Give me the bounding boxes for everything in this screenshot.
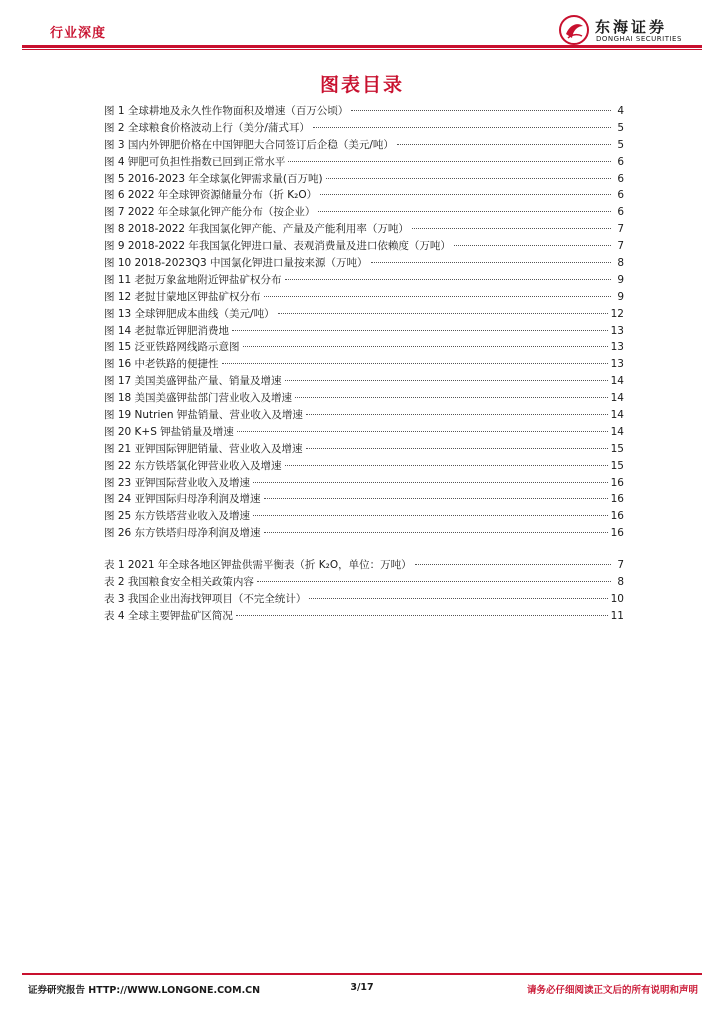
toc-entry-label: 表 2 我国粮食安全相关政策内容 <box>104 576 254 589</box>
dot-leader <box>278 313 608 314</box>
toc-entry[interactable] <box>104 238 624 255</box>
toc-entry-label: 图 18 美国美盛钾盐部门营业收入及增速 <box>104 392 293 405</box>
toc-entry[interactable] <box>104 608 624 625</box>
toc-entry-label: 图 7 2022 年全球氯化钾产能分布（按企业） <box>104 206 316 219</box>
toc-entry[interactable] <box>104 204 624 221</box>
toc-entry-label: 图 9 2018-2022 年我国氯化钾进口量、表观消费量及进口依赖度（万吨） <box>104 240 451 253</box>
toc-entry-label: 图 25 东方铁塔营业收入及增速 <box>104 510 251 523</box>
toc-entry[interactable] <box>104 458 624 475</box>
toc-entry-page: 16 <box>610 510 624 523</box>
toc-entry-label: 图 12 老挝甘蒙地区钾盐矿权分布 <box>104 290 261 303</box>
toc-entry-label: 图 19 Nutrien 钾盐销量、营业收入及增速 <box>104 409 303 422</box>
toc-entry-label: 图 20 K+S 钾盐销量及增速 <box>104 425 234 438</box>
toc-entry-page: 12 <box>610 307 624 320</box>
toc-entry[interactable] <box>104 557 624 574</box>
toc-entry-page: 8 <box>617 257 624 270</box>
dot-leader <box>264 498 608 499</box>
dot-leader <box>351 110 611 111</box>
toc-entry[interactable] <box>104 255 624 272</box>
toc-entry[interactable] <box>104 373 624 390</box>
toc-entry-label: 图 11 老挝万象盆地附近钾盐矿权分布 <box>104 273 282 286</box>
dot-leader <box>237 431 608 432</box>
dot-leader <box>232 330 608 331</box>
toc-entry[interactable] <box>104 306 624 323</box>
toc-entry-label: 图 8 2018-2022 年我国氯化钾产能、产量及产能利用率（万吨） <box>104 223 409 236</box>
toc-entry-label: 图 13 全球钾肥成本曲线（美元/吨） <box>104 307 275 320</box>
toc-entry-page: 14 <box>610 392 624 405</box>
dot-leader <box>253 515 608 516</box>
dot-leader <box>313 127 611 128</box>
toc-entry-label: 表 1 2021 年全球各地区钾盐供需平衡表（折 K₂O，单位：万吨） <box>104 559 412 572</box>
dot-leader <box>243 346 608 347</box>
toc-entry-page: 7 <box>617 240 624 253</box>
toc-entry-page: 6 <box>617 206 624 219</box>
toc-entry[interactable] <box>104 339 624 356</box>
toc-entry-page: 6 <box>617 189 624 202</box>
toc-entry[interactable] <box>104 356 624 373</box>
toc-entry-page: 13 <box>610 358 624 371</box>
dot-leader <box>285 465 608 466</box>
toc-entry[interactable] <box>104 289 624 306</box>
toc-entry-label: 图 17 美国美盛钾盐产量、销量及增速 <box>104 375 282 388</box>
dot-leader <box>306 448 608 449</box>
toc-entry[interactable] <box>104 390 624 407</box>
toc-entry-page: 7 <box>617 223 624 236</box>
dot-leader <box>264 296 611 297</box>
toc-entry-label: 图 4 钾肥可负担性指数已回到正常水平 <box>104 155 286 168</box>
toc-entry-page: 15 <box>610 459 624 472</box>
dot-leader <box>285 279 611 280</box>
toc-entry-label: 图 26 东方铁塔归母净利润及增速 <box>104 527 261 540</box>
toc-entry-page: 16 <box>610 493 624 506</box>
dot-leader <box>285 380 608 381</box>
toc-entry-label: 图 1 全球耕地及永久性作物面积及增速（百万公顷） <box>104 105 349 117</box>
table-list <box>104 557 624 625</box>
toc-entry-page: 5 <box>617 121 624 134</box>
toc-entry-page: 15 <box>610 442 624 455</box>
dot-leader <box>222 363 608 364</box>
toc-entry-label: 图 22 东方铁塔氯化钾营业收入及增速 <box>104 459 282 472</box>
logo-text-en: DONGHAI SECURITIES <box>596 35 682 43</box>
dot-leader <box>309 598 607 599</box>
toc-entry-label: 图 14 老挝靠近钾肥消费地 <box>104 324 230 337</box>
toc-entry[interactable] <box>104 103 624 120</box>
toc-entry-page: 4 <box>617 105 624 117</box>
page-header <box>0 0 724 60</box>
footer-rule <box>22 973 702 975</box>
toc-entry[interactable] <box>104 475 624 492</box>
toc-entry-label: 图 2 全球粮食价格波动上行（美分/蒲式耳） <box>104 121 310 134</box>
toc-entry-page: 9 <box>617 273 624 286</box>
toc-entry[interactable] <box>104 574 624 591</box>
toc-entry-label: 图 15 泛亚铁路网线路示意图 <box>104 341 240 354</box>
toc-entry-label: 图 10 2018-2023Q3 中国氯化钾进口量按来源（万吨） <box>104 257 368 270</box>
toc-entry[interactable] <box>104 508 624 525</box>
dot-leader <box>454 245 611 246</box>
dot-leader <box>236 615 608 616</box>
toc-entry[interactable] <box>104 120 624 137</box>
toc-entry-page: 14 <box>610 425 624 438</box>
toc-entry-page: 8 <box>617 576 624 589</box>
toc-entry-page: 6 <box>617 155 624 168</box>
dot-leader <box>288 161 611 162</box>
logo-text-cn: 东海证券 <box>595 18 668 36</box>
page-number: 3/17 <box>350 982 374 993</box>
dot-leader <box>320 194 611 195</box>
toc-entry-page: 13 <box>610 341 624 354</box>
toc-entry-page: 10 <box>610 592 624 605</box>
toc-entry-page: 14 <box>610 375 624 388</box>
toc-entry-label: 图 6 2022 年全球钾资源储量分布（折 K₂O） <box>104 189 318 202</box>
toc-entry[interactable] <box>104 221 624 238</box>
toc-entry-label: 图 5 2016-2023 年全球氯化钾需求量(百万吨) <box>104 172 323 185</box>
toc-entry[interactable] <box>104 591 624 608</box>
company-logo <box>558 14 708 46</box>
toc-entry[interactable] <box>104 323 624 340</box>
toc-entry-page: 9 <box>617 290 624 303</box>
toc-entry[interactable] <box>104 154 624 171</box>
toc-entry[interactable] <box>104 171 624 188</box>
toc-entry-page: 6 <box>617 172 624 185</box>
toc-entry[interactable] <box>104 424 624 441</box>
dot-leader <box>397 144 611 145</box>
toc-entry[interactable] <box>104 272 624 289</box>
section-tag: 行业深度 <box>50 26 107 41</box>
dot-leader <box>371 262 611 263</box>
toc-entry-page: 14 <box>610 409 624 422</box>
toc-entry-label: 图 16 中老铁路的便捷性 <box>104 358 219 371</box>
dot-leader <box>415 564 611 565</box>
toc-entry-page: 16 <box>610 476 624 489</box>
disclaimer-notice: 请务必仔细阅读正文后的所有说明和声明 <box>526 985 698 996</box>
dot-leader <box>257 581 611 582</box>
dot-leader <box>264 532 608 533</box>
list-spacer <box>104 542 624 557</box>
toc-entry[interactable] <box>104 525 624 542</box>
dot-leader <box>318 211 611 212</box>
toc-entry[interactable] <box>104 137 624 154</box>
footer-source: 证券研究报告 HTTP://WWW.LONGONE.COM.CN <box>28 985 261 996</box>
toc-entry-page: 5 <box>617 138 624 151</box>
toc-entry[interactable] <box>104 187 624 204</box>
toc-entry-page: 7 <box>617 559 624 572</box>
toc-entry[interactable] <box>104 491 624 508</box>
page-title: 图表目录 <box>319 74 404 96</box>
logo-mark-icon <box>558 14 590 46</box>
dot-leader <box>412 228 611 229</box>
toc-entry-label: 表 4 全球主要钾盐矿区简况 <box>104 609 233 622</box>
toc-entry-label: 图 24 亚钾国际归母净利润及增速 <box>104 493 261 506</box>
header-rule-thin <box>22 49 702 50</box>
dot-leader <box>326 178 611 179</box>
toc-entry-label: 表 3 我国企业出海找钾项目（不完全统计） <box>104 592 307 605</box>
toc-entry-label: 图 3 国内外钾肥价格在中国钾肥大合同签订后企稳（美元/吨） <box>104 138 394 151</box>
dot-leader <box>253 482 608 483</box>
toc-entry-page: 16 <box>610 527 624 540</box>
dot-leader <box>306 414 608 415</box>
table-of-contents <box>104 103 624 625</box>
toc-entry-page: 13 <box>610 324 624 337</box>
dot-leader <box>295 397 608 398</box>
figure-list <box>104 103 624 542</box>
toc-entry-label: 图 21 亚钾国际钾肥销量、营业收入及增速 <box>104 442 303 455</box>
toc-entry-page: 11 <box>610 609 624 622</box>
toc-entry[interactable] <box>104 441 624 458</box>
toc-entry[interactable] <box>104 407 624 424</box>
toc-entry-label: 图 23 亚钾国际营业收入及增速 <box>104 476 251 489</box>
